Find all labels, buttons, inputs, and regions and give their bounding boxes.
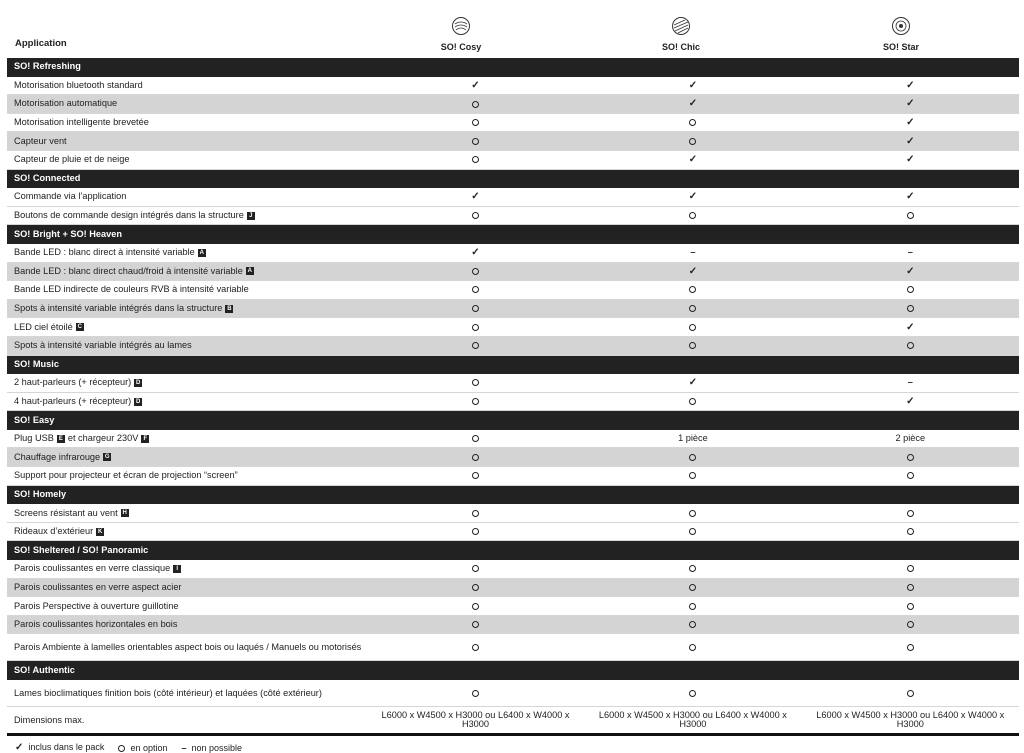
value-text: L6000 x W4500 x H3000 ou L6400 x W4000 x H3000 <box>816 710 1005 729</box>
table-row <box>7 188 1019 207</box>
check-icon: ✓ <box>688 265 698 277</box>
option-circle-icon <box>907 286 914 293</box>
column-name: SO! Star <box>882 42 919 52</box>
option-circle-icon <box>472 379 479 386</box>
option-circle-icon <box>472 435 479 442</box>
section-title: SO! Music <box>14 358 59 369</box>
value-cell <box>802 137 1019 146</box>
section-title: SO! Bright + SO! Heaven <box>14 228 122 239</box>
value-cell <box>584 192 801 201</box>
value-text: 1 pièce <box>678 433 708 444</box>
value-cell <box>802 689 1019 698</box>
row-label: Dimensions max. <box>14 714 85 725</box>
value-cell <box>802 81 1019 90</box>
option-circle-icon <box>907 565 914 572</box>
option-circle-icon <box>907 690 914 697</box>
option-circle-icon <box>472 342 479 349</box>
value-cell <box>584 211 801 220</box>
value-cell <box>584 711 801 729</box>
value-cell <box>802 453 1019 462</box>
value-cell <box>367 434 584 443</box>
star-logo-icon <box>891 16 911 36</box>
row-label: Screens résistant au vent H <box>14 507 127 518</box>
option-circle-icon <box>472 584 479 591</box>
option-circle-icon <box>689 644 696 651</box>
section-title: SO! Homely <box>14 488 67 499</box>
value-cell <box>802 155 1019 164</box>
section-header <box>7 225 1019 244</box>
value-cell <box>802 341 1019 350</box>
table-row <box>7 523 1019 542</box>
value-cell <box>367 509 584 518</box>
option-circle-icon <box>907 454 914 461</box>
row-label: Bande LED : blanc direct à intensité variable A <box>14 247 204 258</box>
option-circle-icon <box>689 621 696 628</box>
check-icon: ✓ <box>688 79 698 91</box>
table-row <box>7 132 1019 151</box>
row-label: Chauffage infrarouge G <box>14 451 110 462</box>
note-badge: F <box>141 435 149 443</box>
value-cell <box>802 211 1019 220</box>
note-badge: H <box>122 510 127 517</box>
table-row <box>7 374 1019 393</box>
note-badge: D <box>136 398 141 405</box>
section-header <box>7 411 1019 430</box>
value-cell <box>367 620 584 629</box>
option-circle-icon <box>907 342 914 349</box>
row-label: Motorisation bluetooth standard <box>14 79 143 90</box>
value-cell <box>802 378 1019 387</box>
value-cell <box>584 378 801 387</box>
option-circle-icon <box>472 565 479 572</box>
legend <box>7 742 1019 753</box>
note-badge: J <box>247 212 255 220</box>
table-row <box>7 448 1019 467</box>
value-cell <box>584 341 801 350</box>
value-cell <box>584 689 801 698</box>
value-cell <box>367 583 584 592</box>
check-icon: ✓ <box>906 154 915 166</box>
comparison-table <box>7 0 1019 753</box>
table-row <box>7 634 1019 661</box>
value-cell <box>584 118 801 127</box>
table-row <box>7 281 1019 300</box>
value-cell <box>584 99 801 108</box>
section-header <box>7 661 1019 680</box>
section-title: SO! Refreshing <box>14 61 81 72</box>
dimensions-row <box>7 707 1019 736</box>
value-cell <box>584 81 801 90</box>
row-label: Parois coulissantes en verre aspect acier <box>14 581 182 592</box>
table-row <box>7 579 1019 598</box>
section-title: SO! Connected <box>14 172 81 183</box>
value-cell <box>584 248 801 257</box>
option-circle-icon <box>472 472 479 479</box>
option-circle-icon <box>472 119 479 126</box>
check-icon: ✓ <box>906 321 915 333</box>
value-cell <box>802 248 1019 257</box>
legend-option: en option <box>118 743 167 753</box>
option-circle-icon <box>472 528 479 535</box>
option-circle-icon <box>118 745 125 752</box>
option-circle-icon <box>907 305 914 312</box>
value-cell <box>802 397 1019 406</box>
row-label: Capteur vent <box>14 135 67 146</box>
legend-none: – non possible <box>181 742 243 753</box>
table-row <box>7 77 1019 96</box>
legend-included: ✓ inclus dans le pack <box>15 742 105 753</box>
value-cell <box>367 81 584 90</box>
value-text: 2 pièce <box>895 433 926 444</box>
value-cell <box>367 564 584 573</box>
value-cell <box>367 711 584 729</box>
column-header-chic <box>571 16 791 52</box>
value-cell <box>802 471 1019 480</box>
value-cell <box>367 471 584 480</box>
value-cell <box>367 304 584 313</box>
row-label: Commande via l’application <box>14 191 127 202</box>
dash-icon: – <box>181 742 187 753</box>
check-icon: ✓ <box>471 79 480 91</box>
option-circle-icon <box>472 454 479 461</box>
value-cell <box>802 564 1019 573</box>
table-row <box>7 151 1019 170</box>
check-icon: ✓ <box>906 135 915 147</box>
option-circle-icon <box>472 510 479 517</box>
value-cell <box>584 397 801 406</box>
value-cell <box>367 602 584 611</box>
value-cell <box>367 527 584 536</box>
value-cell <box>802 711 1019 729</box>
option-circle-icon <box>689 565 696 572</box>
note-badge: A <box>199 249 204 256</box>
value-cell <box>584 564 801 573</box>
value-cell <box>584 453 801 462</box>
option-circle-icon <box>689 510 696 517</box>
row-label: Motorisation automatique <box>14 98 118 109</box>
option-circle-icon <box>907 603 914 610</box>
check-icon: ✓ <box>471 191 480 203</box>
value-cell <box>584 471 801 480</box>
dash-icon: – <box>907 247 913 258</box>
row-label: Spots à intensité variable intégrés au lames <box>14 340 192 351</box>
cosy-logo-icon <box>451 16 471 36</box>
row-label: 2 haut-parleurs (+ récepteur) D <box>14 377 141 388</box>
table-header <box>7 0 1019 58</box>
value-cell <box>367 453 584 462</box>
row-label: Parois coulissantes horizontales en bois <box>14 619 178 630</box>
value-cell <box>584 155 801 164</box>
note-badge: E <box>58 435 63 442</box>
option-circle-icon <box>907 212 914 219</box>
option-circle-icon <box>472 305 479 312</box>
option-circle-icon <box>472 621 479 628</box>
row-label: Parois Ambiente à lamelles orientables aspect bois ou laqués / Manuels ou motorisés <box>14 641 362 652</box>
table-row <box>7 616 1019 635</box>
option-circle-icon <box>689 119 696 126</box>
table-row <box>7 597 1019 616</box>
note-badge: G <box>104 454 110 461</box>
note-badge: D <box>136 379 141 386</box>
value-cell <box>802 434 1019 443</box>
value-cell <box>367 397 584 406</box>
value-cell <box>802 118 1019 127</box>
option-circle-icon <box>689 305 696 312</box>
value-cell <box>367 285 584 294</box>
row-label: Motorisation intelligente brevetée <box>14 117 149 128</box>
value-cell <box>367 155 584 164</box>
option-circle-icon <box>689 584 696 591</box>
check-icon: ✓ <box>906 79 915 91</box>
column-name: SO! Chic <box>661 42 700 52</box>
note-badge: K <box>98 528 103 535</box>
value-cell <box>584 267 801 276</box>
note-badge: B <box>227 305 232 312</box>
option-circle-icon <box>907 528 914 535</box>
value-cell <box>367 341 584 350</box>
value-cell <box>367 643 584 652</box>
row-label: Support pour projecteur et écran de projection “screen” <box>14 470 238 481</box>
section-title: SO! Easy <box>14 414 55 425</box>
note-badge: A <box>247 268 252 275</box>
value-cell <box>802 620 1019 629</box>
row-label: Lames bioclimatiques finition bois (côté intérieur) et laquées (côté extérieur) <box>14 687 322 698</box>
section-header <box>7 541 1019 560</box>
option-circle-icon <box>689 212 696 219</box>
check-icon: ✓ <box>688 154 698 166</box>
value-cell <box>584 285 801 294</box>
section-header <box>7 58 1019 77</box>
value-cell <box>584 304 801 313</box>
value-cell <box>584 602 801 611</box>
option-circle-icon <box>472 603 479 610</box>
table-row <box>7 244 1019 263</box>
chic-logo-icon <box>671 16 691 36</box>
option-circle-icon <box>472 324 479 331</box>
value-cell <box>367 211 584 220</box>
value-cell <box>367 267 584 276</box>
option-circle-icon <box>907 472 914 479</box>
check-icon: ✓ <box>906 395 915 407</box>
table-row <box>7 263 1019 282</box>
option-circle-icon <box>689 324 696 331</box>
note-badge: C <box>77 324 82 331</box>
column-header-cosy <box>351 16 571 52</box>
column-header-star <box>791 16 1011 52</box>
table-row <box>7 337 1019 356</box>
value-cell <box>584 527 801 536</box>
value-cell <box>584 620 801 629</box>
section-header <box>7 170 1019 189</box>
check-icon: ✓ <box>906 117 915 129</box>
value-cell <box>367 192 584 201</box>
value-cell <box>367 378 584 387</box>
option-circle-icon <box>472 268 479 275</box>
value-cell <box>802 583 1019 592</box>
row-label: Spots à intensité variable intégrés dans la structure B <box>14 303 232 314</box>
value-cell <box>802 192 1019 201</box>
option-circle-icon <box>689 454 696 461</box>
option-circle-icon <box>689 342 696 349</box>
section-title: SO! Authentic <box>14 664 75 675</box>
row-label: Plug USB E et chargeur 230V F <box>7 434 367 443</box>
value-cell <box>802 643 1019 652</box>
value-cell <box>802 323 1019 332</box>
row-label: Rideaux d’extérieur K <box>14 526 103 537</box>
table-row <box>7 430 1019 449</box>
value-cell <box>367 248 584 257</box>
option-circle-icon <box>907 644 914 651</box>
value-cell <box>367 118 584 127</box>
value-cell <box>802 602 1019 611</box>
value-cell <box>584 323 801 332</box>
value-cell <box>802 267 1019 276</box>
note-badge: I <box>173 565 181 573</box>
row-label: Capteur de pluie et de neige <box>14 154 130 165</box>
value-cell <box>802 509 1019 518</box>
check-icon: ✓ <box>906 98 915 110</box>
value-cell <box>584 583 801 592</box>
value-cell <box>367 99 584 108</box>
value-cell <box>367 137 584 146</box>
option-circle-icon <box>472 101 479 108</box>
option-circle-icon <box>689 603 696 610</box>
row-label: 4 haut-parleurs (+ récepteur) D <box>14 395 141 406</box>
table-row <box>7 114 1019 133</box>
option-circle-icon <box>472 212 479 219</box>
section-title: SO! Sheltered / SO! Panoramic <box>14 544 149 555</box>
value-cell <box>584 643 801 652</box>
value-cell <box>802 285 1019 294</box>
table-row <box>7 300 1019 319</box>
option-circle-icon <box>907 621 914 628</box>
option-circle-icon <box>689 398 696 405</box>
value-text: L6000 x W4500 x H3000 ou L6400 x W4000 x H3000 <box>598 710 787 729</box>
table-row <box>7 680 1019 707</box>
check-icon: ✓ <box>688 191 698 203</box>
row-label: Parois Perspective à ouverture guillotine <box>14 600 179 611</box>
row-label: Boutons de commande design intégrés dans la structure J <box>7 211 367 220</box>
table-row <box>7 318 1019 337</box>
value-cell <box>584 137 801 146</box>
option-circle-icon <box>689 138 696 145</box>
column-name: SO! Cosy <box>440 42 482 52</box>
check-icon: ✓ <box>688 98 698 110</box>
option-circle-icon <box>472 156 479 163</box>
check-icon: ✓ <box>906 191 915 203</box>
option-circle-icon <box>472 398 479 405</box>
table-row <box>7 504 1019 523</box>
option-circle-icon <box>472 286 479 293</box>
section-header <box>7 356 1019 375</box>
option-circle-icon <box>689 690 696 697</box>
value-cell <box>584 509 801 518</box>
check-icon: ✓ <box>688 377 698 389</box>
table-body <box>7 58 1019 736</box>
value-cell <box>584 434 801 443</box>
row-label: Bande LED : blanc direct chaud/froid à intensité variable A <box>14 265 252 276</box>
value-cell <box>802 527 1019 536</box>
dash-icon: – <box>690 247 696 258</box>
check-icon: ✓ <box>15 742 24 753</box>
option-circle-icon <box>472 644 479 651</box>
row-label: LED ciel étoilé C <box>14 321 82 332</box>
row-label: Parois coulissantes en verre classique I <box>7 564 367 573</box>
table-row <box>7 560 1019 579</box>
option-circle-icon <box>689 528 696 535</box>
table-row <box>7 95 1019 114</box>
dash-icon: – <box>907 377 913 388</box>
option-circle-icon <box>472 138 479 145</box>
option-circle-icon <box>689 286 696 293</box>
section-header <box>7 486 1019 505</box>
value-cell <box>802 99 1019 108</box>
value-cell <box>802 304 1019 313</box>
row-label: Bande LED indirecte de couleurs RVB à intensité variable <box>14 284 249 295</box>
application-column-label: Application <box>15 38 67 49</box>
value-cell <box>367 689 584 698</box>
check-icon: ✓ <box>906 265 915 277</box>
check-icon: ✓ <box>471 247 480 259</box>
table-row <box>7 207 1019 226</box>
option-circle-icon <box>907 510 914 517</box>
option-circle-icon <box>472 690 479 697</box>
value-text: L6000 x W4500 x H3000 ou L6400 x W4000 x H3000 <box>381 710 570 729</box>
option-circle-icon <box>689 472 696 479</box>
value-cell <box>367 323 584 332</box>
table-row <box>7 393 1019 412</box>
option-circle-icon <box>907 584 914 591</box>
table-row <box>7 467 1019 486</box>
